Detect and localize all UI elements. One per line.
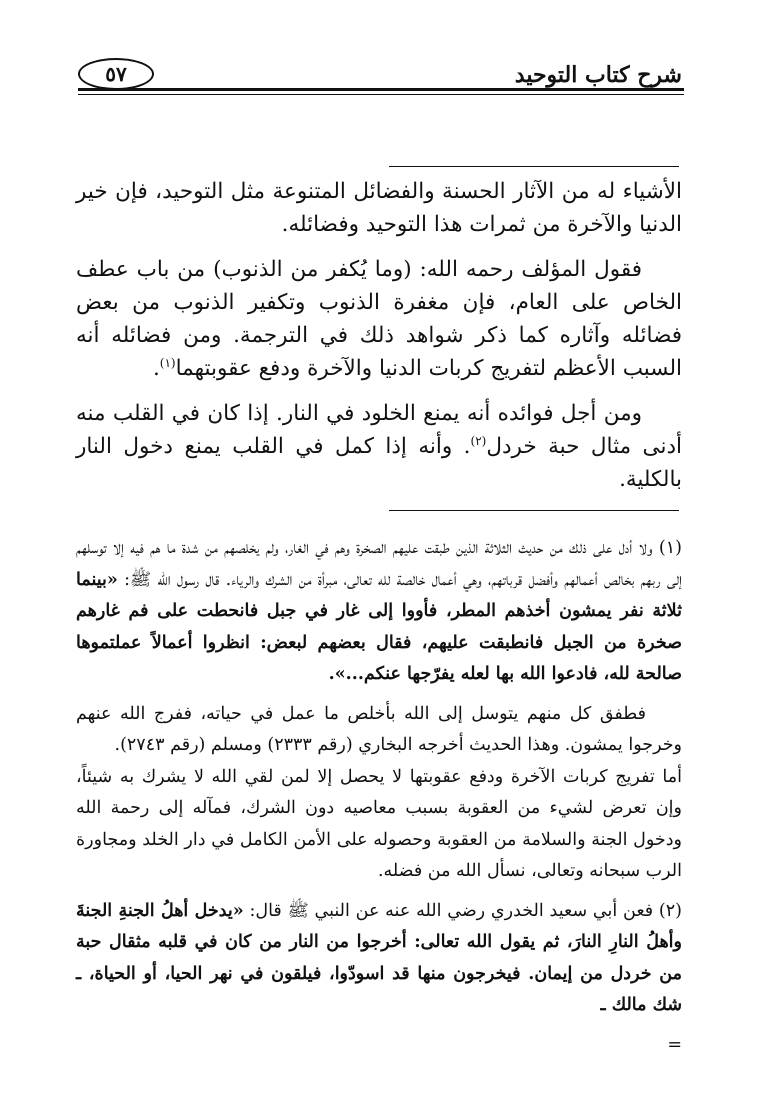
footnote-2-quote: «يدخل أهلُ الجنةِ الجنةَ وأهلُ النارِ النارَ، ثم يقول الله تعالى: أخرجوا من النار من كان في قلبه مثقال حبة من خردل من إيمان. فيخرجون منها قد اسودّوا، فيلقون في نهر الحيا، أو الحياة، ـ شك مالك ـ <box>76 900 682 1015</box>
paragraph-1: الأشياء له من الآثار الحسنة والفضائل المتنوعة مثل التوحيد، فإن خير الدنيا والآخرة من ثمرات هذا التوحيد وفضائله. <box>76 179 682 237</box>
page-number: ٥٧ <box>78 58 154 90</box>
continuation-mark: = <box>667 1034 682 1055</box>
footnote-1-note: أما تفريج كربات الآخرة ودفع عقوبتها لا يحصل إلا لمن لقي الله لا يشرك به شيئاً، وإن تعرض لشيء من العقوبة بسبب معاصيه دون الشرك، فمآله إلى رحمة الله ودخول الجنة والسلامة من العقوبة وحصوله على الأمن الكامل في دار الخلد ومجاورة الرب سبحانه وتعالى، نسأل الله من فضله. <box>76 766 682 881</box>
footnote-ref-2: (٢) <box>470 433 487 448</box>
paragraph-3 <box>76 397 682 496</box>
paragraph-2-text: فقول المؤلف رحمه الله: (وما يُكفر من الذنوب) من باب عطف الخاص على العام، فإن مغفرة الذنوب وتكفير الذنوب من بعض فضائله وآثاره كما ذكر شواهد ذلك في الترجمة. ومن فضائله أنه السبب الأعظم لتفريج كربات الدنيا والآخرة ودفع عقوبتهما <box>76 257 682 381</box>
paragraph-3-text: ومن أجل فوائده أنه يمنع الخلود في النار. إذا كان في القلب منه أدنى مثال حبة خردل <box>76 401 682 459</box>
header-rule-thick <box>78 88 684 91</box>
footnote-ref-1: (١) <box>159 355 176 370</box>
paragraph-2 <box>76 253 682 385</box>
section-divider <box>389 166 679 167</box>
book-title: شرح كتاب التوحيد <box>514 62 682 88</box>
paragraph-3-end: . وأنه إذا كمل في القلب يمنع دخول النار بالكلية. <box>76 434 682 492</box>
footnotes <box>76 533 682 1061</box>
footnote-1-quote: «بينما ثلاثة نفر يمشون أخذهم المطر، فأووا إلى غار في جبل فانحطت على فم غارهم صخرة من الجبل فانطبقت عليهم، فقال بعضهم لبعض: انظروا أعمالاً عملتموها صالحة لله، فادعوا الله بها لعله يفرّجها عنكم...». <box>76 569 682 684</box>
page-header <box>78 58 682 90</box>
footnote-1 <box>76 533 682 691</box>
footnote-1-continued: فطفق كل منهم يتوسل إلى الله بأخلص ما عمل في حياته، ففرج الله عنهم وخرجوا يمشون. وهذا الحديث أخرجه البخاري (رقم ٢٣٣٣) ومسلم (رقم ٢٧٤٣). <box>76 703 682 755</box>
footnote-2 <box>76 896 682 1022</box>
paragraph-2-end: . <box>152 356 160 381</box>
footnote-2-text: (٢) فعن أبي سعيد الخدري رضي الله عنه عن النبي ﷺ قال: <box>249 900 682 921</box>
header-rule-thin <box>78 94 684 95</box>
footnote-1-text: (١) ولا أدل على ذلك من حديث الثلاثة الذين طبقت عليهم الصخرة وهم في الغار، ولم يخلصهم من شدة ما هم فيه إلا توسلهم إلى ربهم بخالص أعمالهم وأفضل قرباتهم، وهي أعمال خالصة لله تعالى، مبرأة من الشرك والرياء. قال رسول الله ﷺ: <box>76 538 682 590</box>
main-text <box>76 175 682 496</box>
footnote-divider <box>389 510 679 511</box>
